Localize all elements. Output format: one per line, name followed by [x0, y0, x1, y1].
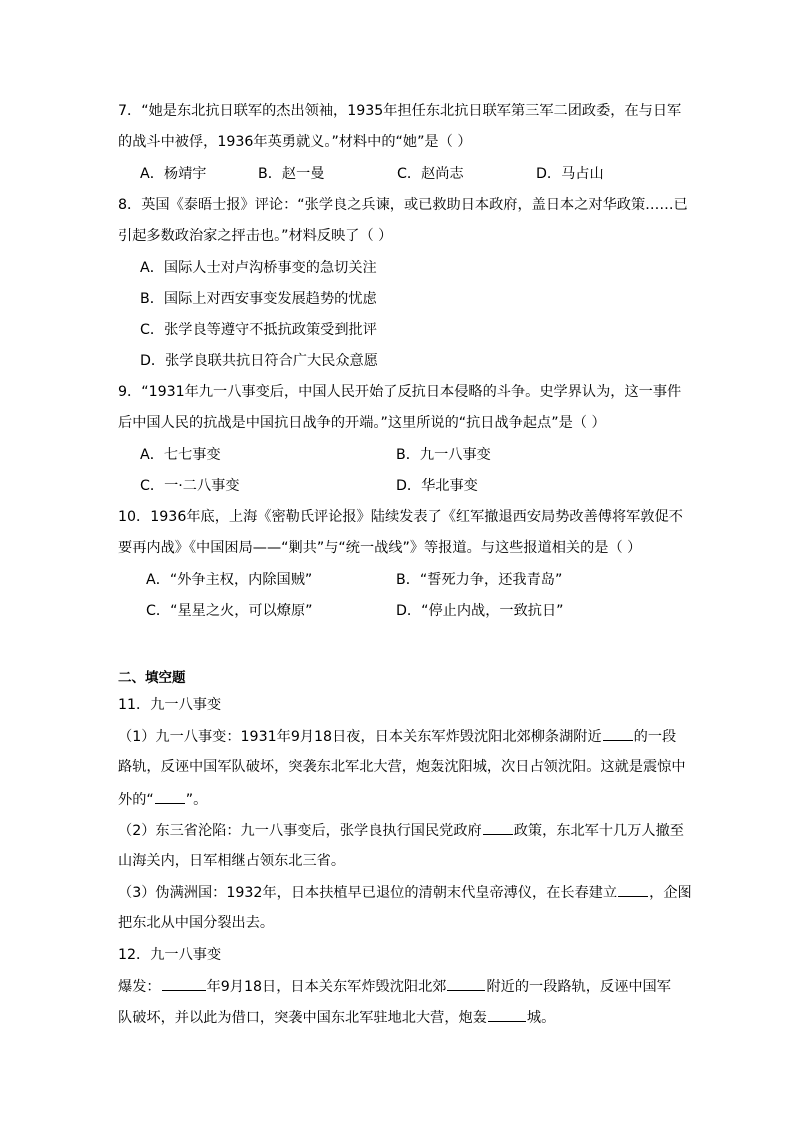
q11-blank-2[interactable] — [155, 789, 185, 804]
q11-part1-line3 — [118, 789, 207, 810]
q10-option-d: D．“停止内战，一致抗日” — [396, 603, 564, 619]
q8-stem-line2: 引起多数政治家之抨击也。”材料反映了（ ） — [118, 228, 393, 244]
q11-part1-line2: 路轨，反诬中国军队破坏，突袭东北军北大营，炮轰沈阳城，次日占领沈阳。这就是震惊中 — [118, 759, 686, 775]
q10-option-a: A．“外争主权，内除国贼” — [146, 572, 313, 588]
q12-blank-1[interactable] — [162, 976, 206, 991]
q10-stem-line2: 要再内战》《中国困局——“剿共”与“统一战线”》等报道。与这些报道相关的是（ ） — [118, 540, 642, 556]
q7-stem-line1: 7．“她是东北抗日联军的杰出领袖，1935年担任东北抗日联军第三军二团政委，在与日军 — [118, 103, 682, 119]
q7-option-c: C．赵尚志 — [397, 166, 464, 182]
q11-part2-line2: 山海关内，日军相继占领东北三省。 — [118, 853, 346, 869]
q9-option-c: C．一·二八事变 — [140, 478, 240, 494]
q11-part3-text-b: ，企图 — [649, 885, 692, 901]
q11-part2-line1 — [118, 820, 684, 841]
q9-option-d: D．华北事变 — [396, 478, 478, 494]
q8-option-a: A．国际人士对卢沟桥事变的急切关注 — [140, 260, 377, 276]
q11-blank-1[interactable] — [603, 726, 633, 741]
q7-option-a: A．杨靖宇 — [140, 166, 207, 182]
q12-title: 12．九一八事变 — [118, 947, 222, 963]
q11-part1-text-b: 的一段 — [633, 729, 677, 745]
q11-part3-text-a: （3）伪满洲国：1932年，日本扶植早已退位的清朝末代皇帝溥仪，在长春建立 — [118, 885, 618, 901]
q9-option-a: A．七七事变 — [140, 447, 221, 463]
q9-option-b: B．九一八事变 — [396, 447, 491, 463]
q7-option-d: D．马占山 — [536, 166, 604, 182]
q12-blank-3[interactable] — [488, 1007, 526, 1022]
q10-stem-line1: 10．1936年底，上海《密勒氏评论报》陆续发表了《红军撤退西安局势改善傅将军敦促不 — [118, 509, 683, 525]
q11-part1-text-d: 外的“ — [118, 792, 154, 808]
q11-part2-text-a: （2）东三省沦陷：九一八事变后，张学良执行国民党政府 — [118, 823, 482, 839]
q11-part3-line2: 把东北从中国分裂出去。 — [118, 915, 275, 931]
section-heading: 二、填空题 — [118, 670, 186, 686]
q12-blank-2[interactable] — [447, 976, 485, 991]
q10-option-c: C．“星星之火，可以燎原” — [146, 603, 313, 619]
q11-blank-3[interactable] — [483, 820, 513, 835]
q11-blank-4[interactable] — [618, 882, 648, 897]
q11-part1-text-e: ”。 — [185, 792, 208, 808]
q12-line1 — [118, 976, 671, 997]
q8-option-b: B．国际上对西安事变发展趋势的忧虑 — [140, 291, 377, 307]
q8-option-c: C．张学良等遵守不抵抗政策受到批评 — [140, 322, 377, 338]
q7-option-b: B．赵一曼 — [258, 166, 325, 182]
q9-stem-line2: 后中国人民的抗战是中国抗日战争的开端。”这里所说的“抗日战争起点”是（ ） — [118, 415, 606, 431]
q12-text-c: 附近的一段路轨，反诬中国军 — [486, 979, 671, 995]
q12-line2 — [118, 1007, 555, 1028]
q8-option-d: D．张学良联共抗日符合广大民众意愿 — [140, 353, 378, 369]
q11-part3-line1 — [118, 882, 692, 903]
q11-part1-text-a: （1）九一八事变：1931年9月18日夜，日本关东军炸毁沈阳北郊柳条湖附近 — [118, 729, 602, 745]
q7-stem-line2: 的战斗中被俘，1936年英勇就义。”材料中的“她”是（ ） — [118, 134, 472, 150]
q8-stem-line1: 8．英国《泰晤士报》评论：“张学良之兵谏，或已救助日本政府，盖日本之对华政策……已 — [118, 197, 688, 213]
q12-text-d: 队破坏，并以此为借口，突袭中国东北军驻地北大营，炮轰 — [118, 1010, 487, 1026]
q11-part2-text-b: 政策，东北军十几万人撤至 — [513, 823, 684, 839]
q10-option-b: B．“誓死力争，还我青岛” — [396, 572, 563, 588]
q12-text-a: 爆发： — [118, 979, 161, 995]
q12-text-b: 年9月18日，日本关东军炸毁沈阳北郊 — [206, 979, 447, 995]
q11-title: 11．九一八事变 — [118, 697, 222, 713]
q11-part1-line1 — [118, 726, 676, 747]
q12-text-e: 城。 — [526, 1010, 556, 1026]
q9-stem-line1: 9．“1931年九一八事变后，中国人民开始了反抗日本侵略的斗争。史学界认为，这一事件 — [118, 384, 682, 400]
